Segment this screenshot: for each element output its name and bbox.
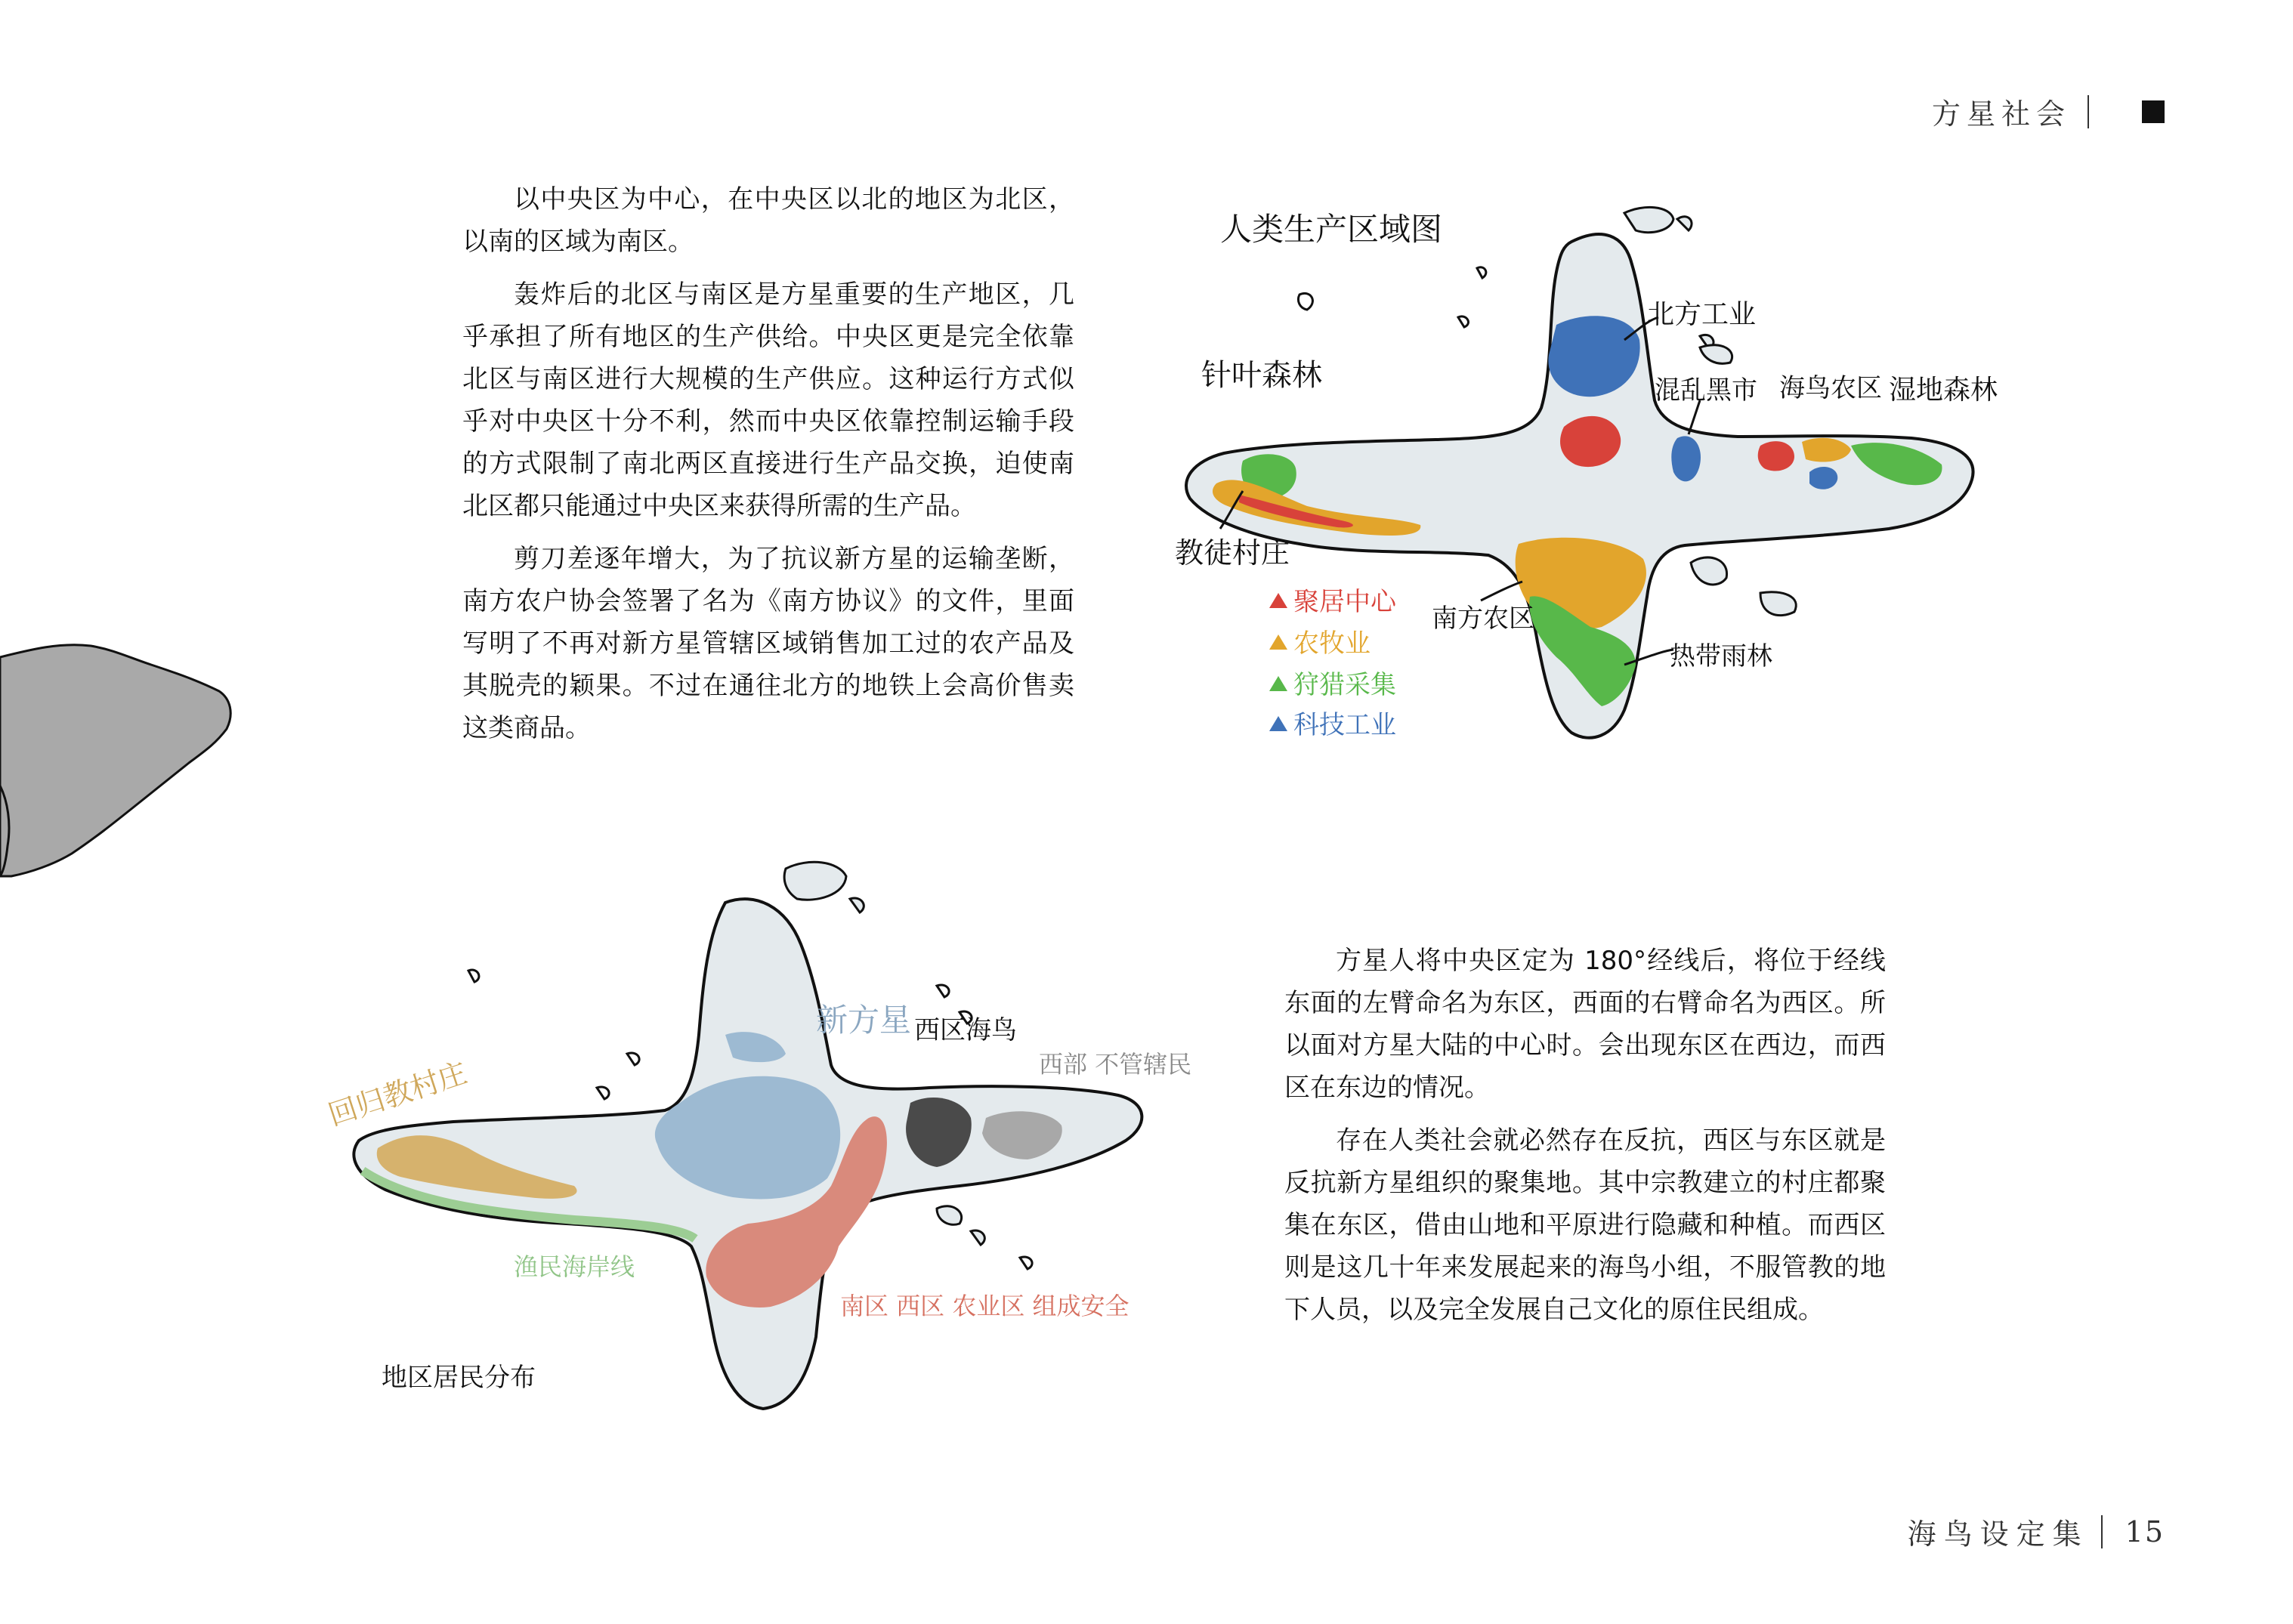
map1-islet bbox=[1691, 557, 1727, 585]
map1-legend bbox=[1269, 587, 1398, 740]
map2-label-west-unmanaged: 西部 不管辖民 bbox=[1039, 1050, 1192, 1079]
legend-marker-hunting bbox=[1269, 676, 1287, 691]
map1-label-rainforest: 热带雨林 bbox=[1670, 641, 1772, 672]
decorative-gray-island bbox=[0, 645, 230, 876]
map1-label-seabird-farm: 海鸟农区 bbox=[1779, 373, 1882, 403]
map2-islet bbox=[1020, 1257, 1032, 1269]
legend-marker-tech bbox=[1269, 716, 1287, 731]
page-footer bbox=[1908, 1511, 2165, 1552]
map-resident-distribution bbox=[324, 862, 1191, 1409]
map2-label-fisher-coast: 渔民海岸线 bbox=[514, 1252, 635, 1281]
map2-islet bbox=[937, 1206, 962, 1225]
legend-label-farming: 农牧业 bbox=[1293, 628, 1371, 659]
paragraph: 存在人类社会就必然存在反抗，西区与东区就是反抗新方星组织的聚集地。其中宗教建立的村庄都聚集在东区，借由山地和平原进行隐藏和种植。而西区则是这几十年来发展起来的海鸟小组，不服管教的地下人员，以及完全发展自己文化的原住民组成。 bbox=[1284, 1125, 1886, 1325]
map1-title: 人类生产区域图 bbox=[1220, 211, 1443, 248]
paragraph: 方星人将中央区定为 180°经线后，将位于经线东面的左臂命名为东区，西面的右臂命名为西区。所以面对方星大陆的中心时。会出现东区在西边，而西区在东边的情况。 bbox=[1284, 946, 1886, 1103]
legend-label-tech: 科技工业 bbox=[1293, 710, 1396, 740]
map1-label-conifer-forest: 针叶森林 bbox=[1201, 358, 1322, 393]
legend-marker-settlement bbox=[1269, 593, 1287, 608]
map2-title: 地区居民分布 bbox=[382, 1363, 536, 1393]
map1-label-wetland-forest: 湿地森林 bbox=[1889, 375, 1998, 406]
map2-islet bbox=[784, 862, 846, 900]
book-title: 海鸟设定集 bbox=[1907, 1517, 2089, 1551]
body-text-block-east-west bbox=[1284, 940, 1886, 1341]
paragraph: 以中央区为中心，在中央区以北的地区为北区，以南的区域为南区。 bbox=[462, 184, 1074, 257]
pointer-line bbox=[1481, 582, 1522, 601]
map2-islet bbox=[627, 1053, 639, 1065]
map1-label-chaos-market: 混乱黑市 bbox=[1655, 375, 1757, 406]
map1-islet bbox=[1760, 592, 1796, 616]
map1-islet bbox=[1700, 345, 1732, 364]
body-text-block-north-south bbox=[462, 178, 1074, 760]
map2-islet bbox=[597, 1087, 609, 1099]
map2-label-new-star: 新方星 bbox=[816, 1002, 912, 1039]
map1-islet bbox=[1477, 267, 1486, 278]
map2-islet bbox=[971, 1230, 984, 1245]
map1-west-settlement bbox=[1758, 441, 1794, 471]
legend-marker-farming bbox=[1269, 634, 1287, 650]
legend-label-settlement: 聚居中心 bbox=[1293, 587, 1396, 617]
section-title: 方星社会 bbox=[1931, 97, 2071, 131]
map2-islet bbox=[850, 898, 864, 912]
map1-islet bbox=[1624, 207, 1673, 232]
map1-islet bbox=[1677, 217, 1692, 230]
map1-label-church-village: 教徒村庄 bbox=[1175, 536, 1290, 570]
map1-islet bbox=[1458, 316, 1468, 327]
legend-label-hunting: 狩猎采集 bbox=[1293, 670, 1396, 700]
map-production-regions bbox=[1175, 207, 1998, 740]
paragraph: 剪刀差逐年增大，为了抗议新方星的运输垄断，南方农户协会签署了名为《南方协议》的文件，里面写明了不再对新方星管辖区域销售加工过的农产品及其脱壳的颖果。不过在通往北方的地铁上会高价售卖这类商品。 bbox=[462, 544, 1074, 743]
map1-label-north-industry: 北方工业 bbox=[1647, 299, 1757, 330]
map2-label-west-seabird: 西区海鸟 bbox=[914, 1015, 1017, 1045]
map2-islet bbox=[937, 985, 949, 997]
map2-label-return-religion: 回归教村庄 bbox=[324, 1055, 471, 1132]
paragraph: 轰炸后的北区与南区是方星重要的生产地区，几乎承担了所有地区的生产供给。中央区更是完全依靠北区与南区进行大规模的生产供应。这种运行方式似乎对中央区十分不利，然而中央区依靠控制运输手段的方式限制了南北两区直接进行生产品交换，迫使南北区都只能通过中央区来获得所需的生产品。 bbox=[462, 279, 1074, 521]
map1-islet bbox=[1298, 293, 1312, 310]
map1-label-south-farm: 南方农区 bbox=[1432, 604, 1534, 634]
map2-label-south-west: 南区 西区 农业区 组成安全 bbox=[840, 1292, 1130, 1320]
map2-islet bbox=[468, 970, 479, 982]
page-number: 15 bbox=[2125, 1514, 2165, 1548]
footer-divider bbox=[2101, 1515, 2103, 1548]
